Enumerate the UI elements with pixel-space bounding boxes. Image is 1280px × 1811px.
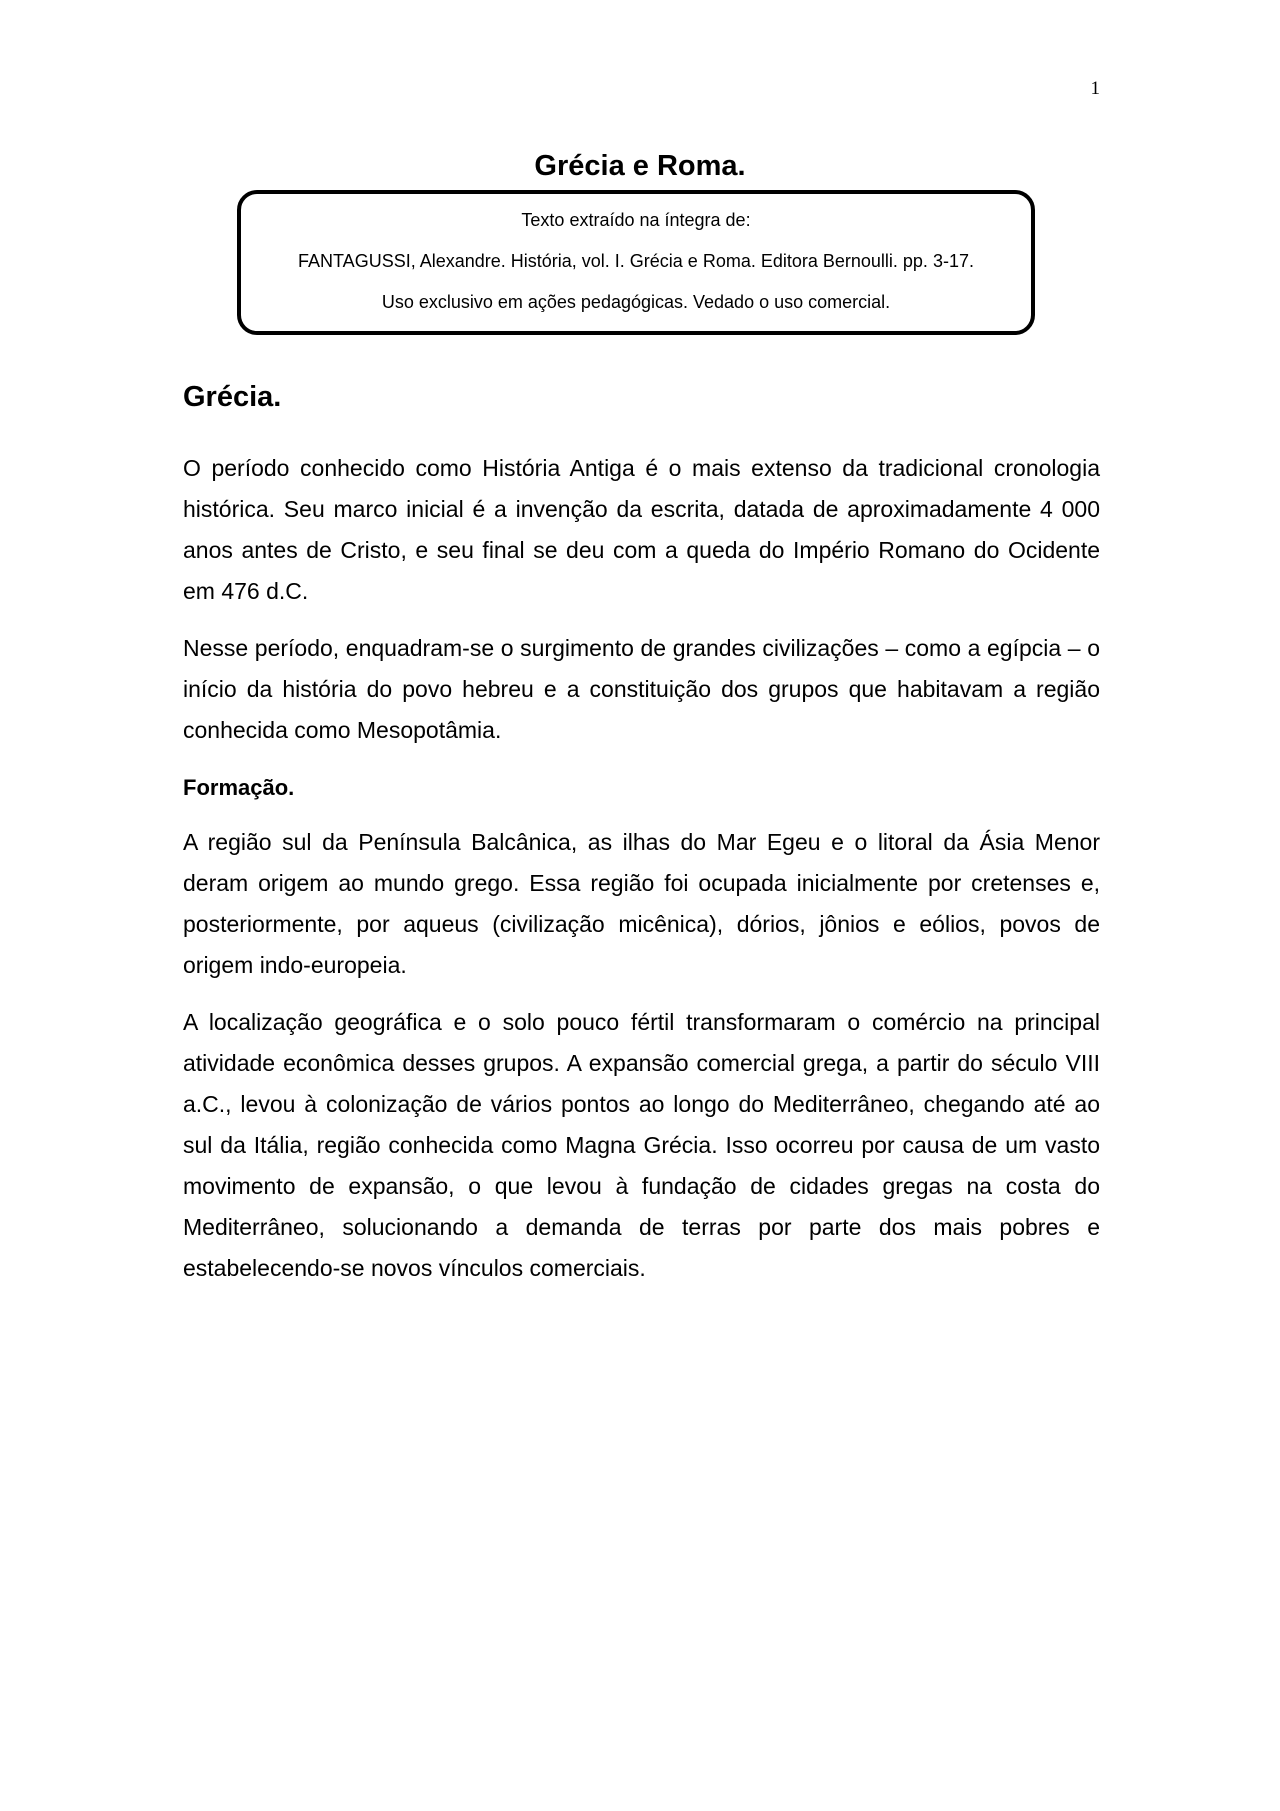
section-title: Grécia. bbox=[183, 381, 282, 413]
paragraph: O período conhecido como História Antiga é o mais extenso da tradicional cronologia histórica. Seu marco inicial é a invenção da escrita, datada de aproximadamente 4 000 anos antes de Cristo, e seu final se deu com a queda do Império Romano do Ocidente em 476 d.C. bbox=[183, 455, 1100, 604]
source-intro: Texto extraído na íntegra de: bbox=[521, 210, 751, 230]
page-number: 1 bbox=[1090, 78, 1100, 99]
main-content bbox=[183, 372, 1100, 1305]
paragraph: A região sul da Península Balcânica, as ilhas do Mar Egeu e o litoral da Ásia Menor deram origem ao mundo grego. Essa região foi ocupada inicialmente por cretenses e, posteriormente, por aqueus (civilização micênica), dórios, jônios e eólios, povos de origem indo-europeia. bbox=[183, 829, 1100, 978]
source-citation-box bbox=[237, 190, 1035, 335]
paragraph: A localização geográfica e o solo pouco fértil transformaram o comércio na principal atividade econômica desses grupos. A expansão comercial grega, a partir do século VIII a.C., levou à colonização de vários pontos ao longo do Mediterrâneo, chegando até ao sul da Itália, região conhecida como Magna Grécia. Isso ocorreu por causa de um vasto movimento de expansão, o que levou à fundação de cidades gregas na costa do Mediterrâneo, solucionando a demanda de terras por parte dos mais pobres e estabelecendo-se novos vínculos comerciais. bbox=[183, 1009, 1100, 1281]
subsection-title: Formação. bbox=[183, 775, 295, 800]
paragraph: Nesse período, enquadram-se o surgimento de grandes civilizações – como a egípcia – o início da história do povo hebreu e a constituição dos grupos que habitavam a região conhecida como Mesopotâmia. bbox=[183, 635, 1100, 743]
usage-notice: Uso exclusivo em ações pedagógicas. Vedado o uso comercial. bbox=[381, 292, 891, 312]
source-reference: FANTAGUSSI, Alexandre. História, vol. I. Grécia e Roma. Editora Bernoulli. pp. 3-17. bbox=[298, 251, 974, 271]
document-title: Grécia e Roma. bbox=[534, 150, 746, 182]
